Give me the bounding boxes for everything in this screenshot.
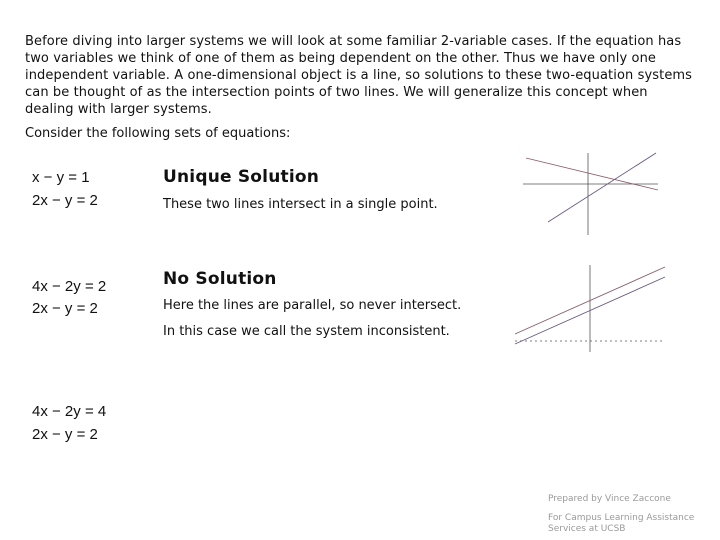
graph-1-line-2 xyxy=(548,153,656,222)
consider-text: Consider the following sets of equations: xyxy=(25,126,291,141)
footer-organization: For Campus Learning Assistance Services at UCSB xyxy=(548,513,695,534)
system-1-equation-2: 2x − y = 2 xyxy=(32,192,98,209)
no-solution-description: Here the lines are parallel, so never intersect. xyxy=(163,298,462,313)
unique-solution-graph xyxy=(518,150,663,240)
system-3-equation-2: 2x − y = 2 xyxy=(32,426,98,443)
no-solution-heading: No Solution xyxy=(163,269,277,289)
unique-solution-heading: Unique Solution xyxy=(163,167,320,187)
graph-1-line-1 xyxy=(526,158,658,190)
no-solution-graph xyxy=(510,262,670,357)
inconsistent-description: In this case we call the system inconsistent. xyxy=(163,324,450,339)
system-1-equation-1: x − y = 1 xyxy=(32,169,90,186)
footer-author: Prepared by Vince Zaccone xyxy=(548,494,671,504)
intro-paragraph: Before diving into larger systems we will look at some familiar 2-variable cases. If the equation has two variables we think of one of them as being dependent on the other. Thus we have only one independent variable. A one-dimensional object is a line, so solutions to these two-equation systems can be thought of as the intersection points of two lines. We will generalize this concept when dealing with larger systems. xyxy=(25,34,693,117)
system-2-equation-1: 4x − 2y = 2 xyxy=(32,278,107,295)
unique-solution-description: These two lines intersect in a single point. xyxy=(163,197,438,212)
system-3-equation-1: 4x − 2y = 4 xyxy=(32,403,107,420)
system-2-equation-2: 2x − y = 2 xyxy=(32,300,98,317)
